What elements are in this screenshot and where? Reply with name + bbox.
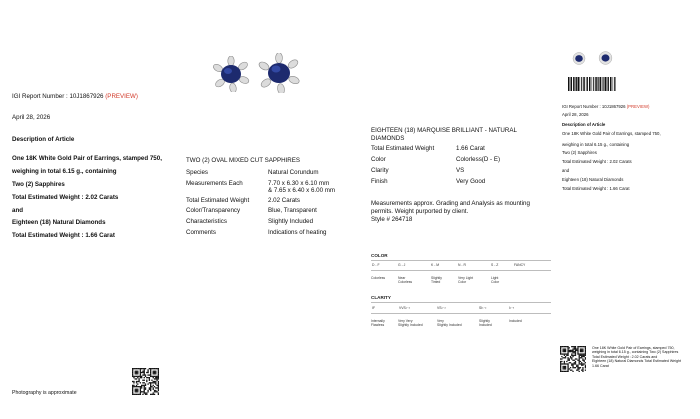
clarity-grade-desc: Slightly <box>479 319 490 323</box>
clarity-grade-desc: Very <box>437 319 444 323</box>
clarity-grade-desc: Included <box>479 323 492 327</box>
clarity-grade: IF <box>372 306 376 310</box>
clarity-scale-title: CLARITY <box>371 295 391 300</box>
row-label: Color/Transparency <box>186 207 241 214</box>
row-label: Color <box>371 156 386 163</box>
color-grade-desc: Very Light <box>458 276 474 280</box>
qr-code-icon <box>132 368 159 400</box>
grading-note: permits. Weight purported by client. <box>371 208 469 215</box>
clarity-grade-desc: Slightly Included <box>398 323 423 327</box>
color-scale-title: COLOR <box>371 253 388 258</box>
row-value: Natural Corundum <box>268 169 319 176</box>
color-grade: N - R <box>458 263 466 267</box>
clarity-grade-desc: Very Very <box>398 319 413 323</box>
earring-image <box>212 56 250 92</box>
clarity-grade-desc: Internally <box>371 319 385 323</box>
clarity-grade: SI¹⁻² <box>479 306 487 310</box>
description-line: and <box>12 207 24 214</box>
row-label: Clarity <box>371 167 389 174</box>
color-grade: G - J <box>398 263 406 267</box>
mini-report-line: and <box>562 168 570 173</box>
clarity-grade: VS¹⁻² <box>437 306 446 310</box>
scale-divider <box>371 270 551 271</box>
row-label: Measurements Each <box>186 180 243 187</box>
color-grade-desc: Colorless <box>371 276 386 280</box>
row-value: Very Good <box>456 178 486 185</box>
grading-note: Measurements approx. Grading and Analysis as mounting <box>371 200 530 207</box>
row-value: 1.66 Carat <box>456 145 485 152</box>
preview-label: (PREVIEW) <box>105 93 138 100</box>
clarity-grade-desc: Included <box>509 319 522 323</box>
color-grade: D - F <box>372 263 380 267</box>
description-line: One 18K White Gold Pair of Earrings, stamped 750, <box>12 155 162 162</box>
earring-image <box>258 53 300 93</box>
barcode-icon <box>568 77 616 96</box>
mini-report-line: Total Estimated Weight : 1.66 Carat <box>562 186 630 191</box>
row-value: Slightly Included <box>268 218 314 225</box>
photo-note: Photography is approximate <box>12 390 77 396</box>
color-grade: FANCY <box>514 263 526 267</box>
scale-divider <box>371 302 551 303</box>
color-grade-desc: Color <box>491 280 500 284</box>
mini-report-date: April 28, 2026 <box>562 112 589 117</box>
mini-report-line: One 18K White Gold Pair of Earrings, stamped 750, <box>562 131 661 136</box>
row-value: & 7.65 x 6.40 x 6.00 mm <box>268 187 336 194</box>
mini-report-line: Two (2) Sapphires <box>562 150 597 155</box>
qr-code-icon <box>560 346 586 377</box>
mini-report-line: weighing in total 6.15 g., containing <box>562 142 630 147</box>
diamond-heading: EIGHTEEN (18) MARQUISE BRILLIANT - NATURAL <box>371 127 517 134</box>
row-label: Total Estimated Weight <box>371 145 435 152</box>
preview-label: (PREVIEW) <box>626 104 650 109</box>
color-grade-desc: Light <box>491 276 499 280</box>
row-value: Colorless(D - E) <box>456 156 501 163</box>
color-grade-desc: Color <box>458 280 467 284</box>
clarity-grade-desc: Slightly Included <box>437 323 462 327</box>
sapphire-heading: TWO (2) OVAL MIXED CUT SAPPHIRES <box>186 157 301 164</box>
mini-report-heading: Description of Article <box>562 122 606 127</box>
row-value: Indications of heating <box>268 229 327 236</box>
color-grade-desc: Colorless <box>398 280 413 284</box>
row-value: 7.70 x 6.30 x 6.10 mm <box>268 180 330 187</box>
row-value: Blue, Transparent <box>268 207 317 214</box>
row-value: VS <box>456 167 465 174</box>
row-value: 2.02 Carats <box>268 197 300 204</box>
report-number: IGI Report Number : 10J1867926 (PREVIEW) <box>12 93 138 100</box>
color-grade: K - M <box>431 263 440 267</box>
clarity-grade-desc: Flawless <box>371 323 385 327</box>
earring-image <box>598 51 613 65</box>
color-grade: S - Z <box>491 263 499 267</box>
row-label: Total Estimated Weight <box>186 197 250 204</box>
row-label: Species <box>186 169 209 176</box>
earring-image <box>572 52 586 65</box>
row-label: Comments <box>186 229 216 236</box>
description-line: Total Estimated Weight : 1.66 Carat <box>12 232 115 239</box>
description-line: Total Estimated Weight : 2.02 Carats <box>12 194 119 201</box>
description-line: Eighteen (18) Natural Diamonds <box>12 219 106 226</box>
clarity-grade: VVS¹⁻² <box>399 306 410 310</box>
color-grade-desc: Tinted <box>431 280 441 284</box>
mini-report-number: IGI Report Number : 10J1867926 (PREVIEW) <box>562 104 650 109</box>
clarity-grade: I¹⁻³ <box>509 306 514 310</box>
mini-report-line: Total Estimated Weight : 2.02 Carats <box>562 159 632 164</box>
description-heading: Description of Article <box>12 136 75 143</box>
color-grade-desc: Near <box>398 276 406 280</box>
mini-summary: One 18K White Gold Pair of Earrings, stamped 750, weighing in total 6.15 g., containing Two (2) Sapphires Total Estimated Weight : 2.02 Carats and Eighteen (18) Natural Diamonds Total Estimated Weight 1.66 Carat <box>592 346 681 368</box>
diamond-heading: DIAMONDS <box>371 135 405 142</box>
color-grade-desc: Slightly <box>431 276 442 280</box>
row-label: Characteristics <box>186 218 227 225</box>
mini-report-line: Eighteen (18) Natural Diamonds <box>562 177 624 182</box>
scale-divider <box>371 313 551 314</box>
description-line: weighing in total 6.15 g., containing <box>12 168 117 175</box>
row-label: Finish <box>371 178 388 185</box>
style-number: Style # 264718 <box>371 216 413 223</box>
description-line: Two (2) Sapphires <box>12 181 65 188</box>
scale-divider <box>371 260 551 261</box>
report-date: April 28, 2026 <box>12 114 51 121</box>
